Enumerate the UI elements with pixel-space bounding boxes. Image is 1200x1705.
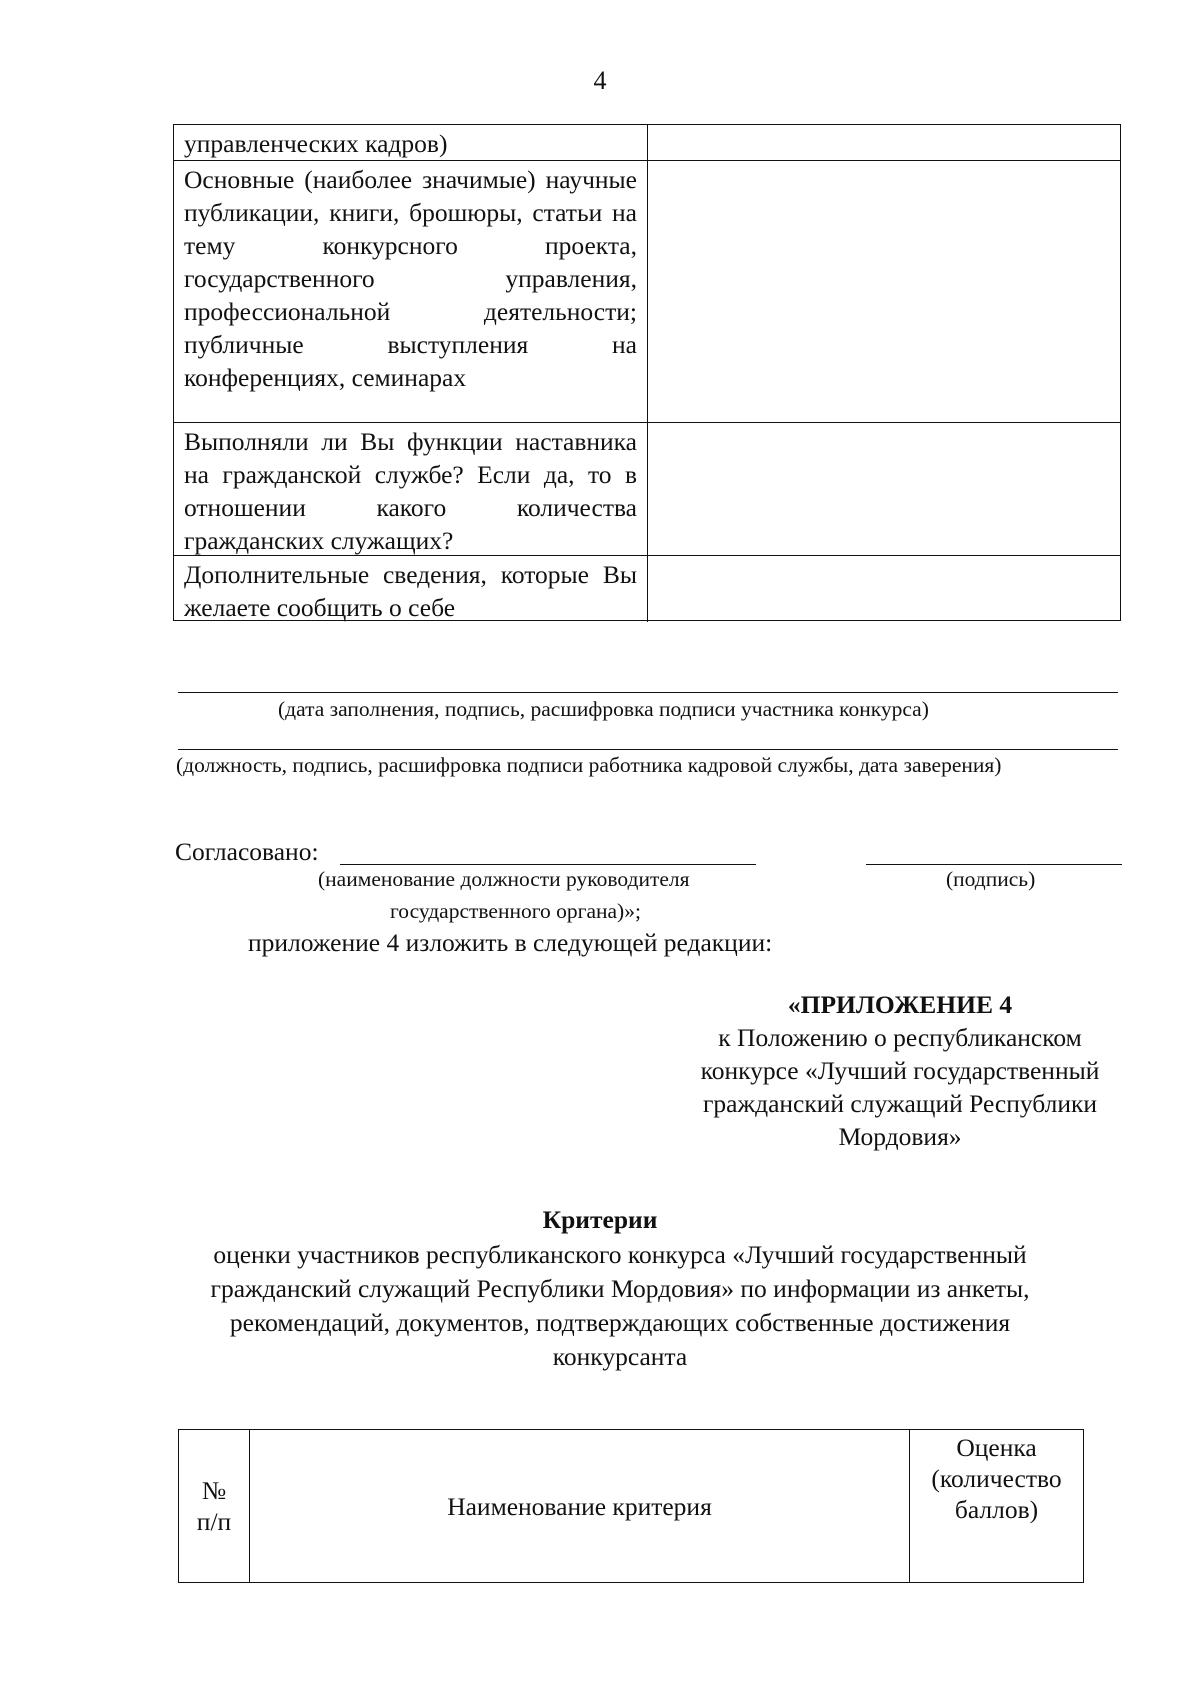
column-header-text: (количество	[931, 1464, 1062, 1493]
question-cell	[174, 556, 648, 622]
column-header-number	[179, 1430, 250, 1582]
annex-line: конкурсе «Лучший государственный	[700, 1056, 1100, 1085]
table-row	[174, 556, 1120, 622]
questionnaire-table	[173, 124, 1121, 621]
criteria-description	[150, 1238, 1090, 1374]
page-number: 4	[593, 66, 607, 95]
answer-cell[interactable]	[648, 556, 1120, 622]
head-signature-line	[866, 864, 1122, 865]
criteria-description-line: гражданский служащий Республики Мордовия» по информации из анкеты,	[210, 1274, 1030, 1303]
annex-line: гражданский служащий Республики	[702, 1089, 1098, 1118]
head-position-line	[340, 864, 756, 865]
answer-cell[interactable]	[648, 423, 1120, 555]
answer-cell[interactable]	[648, 161, 1120, 422]
column-header-text: п/п	[196, 1507, 232, 1536]
criteria-description-line: оценки участников республиканского конкурса «Лучший государственный	[213, 1240, 1027, 1269]
annex-header	[640, 988, 1160, 1153]
answer-cell[interactable]	[648, 125, 1120, 160]
column-header-score	[910, 1430, 1083, 1582]
hr-signature-line	[178, 749, 1118, 750]
question-cell	[174, 423, 648, 555]
question-text: Основные (наиболее значимые) научные публикации, книги, брошюры, статьи на тему конкурсного проекта, государственного управления, профессиональной деятельности; публичные выступления на конференциях, семинарах	[184, 165, 637, 392]
participant-signature-caption: (дата заполнения, подпись, расшифровка подписи участника конкурса)	[278, 697, 929, 721]
head-signature-caption: (подпись)	[946, 867, 1036, 891]
criteria-description-line: конкурсанта	[552, 1342, 688, 1371]
column-header-text: Оценка	[956, 1433, 1037, 1462]
annex-line: Мордовия»	[838, 1122, 962, 1151]
column-header-text: баллов)	[954, 1495, 1039, 1524]
annex-title: «ПРИЛОЖЕНИЕ 4	[787, 990, 1013, 1019]
table-row	[174, 161, 1120, 423]
criteria-title: Критерии	[542, 1205, 658, 1234]
column-header-text: Наименование критерия	[447, 1491, 712, 1521]
table-row	[174, 125, 1120, 161]
column-header-text: №	[201, 1476, 227, 1505]
question-cell	[174, 125, 648, 160]
criteria-description-line: рекомендаций, документов, подтверждающих собственные достижения	[229, 1308, 1011, 1337]
agreed-label: Согласовано:	[175, 837, 319, 866]
question-cell	[174, 161, 648, 422]
annex-line: к Положению о республиканском	[718, 1023, 1082, 1052]
column-header-name	[250, 1430, 910, 1582]
head-position-caption: (наименование должности руководителя	[318, 867, 690, 891]
table-row	[174, 423, 1120, 556]
hr-signature-caption: (должность, подпись, расшифровка подписи работника кадровой службы, дата заверения)	[176, 753, 1002, 777]
head-position-caption-continued: государственного органа)»;	[390, 899, 641, 923]
question-text: Дополнительные сведения, которые Вы желаете сообщить о себе	[184, 560, 637, 622]
question-text: Выполняли ли Вы функции наставника на гражданской службе? Если да, то в отношении какого количества гражданских служащих?	[184, 427, 637, 555]
amendment-text: приложение 4 изложить в следующей редакции:	[248, 928, 773, 957]
criteria-table	[178, 1429, 1084, 1583]
question-text: управленческих кадров)	[184, 129, 448, 158]
participant-signature-line	[178, 692, 1118, 693]
